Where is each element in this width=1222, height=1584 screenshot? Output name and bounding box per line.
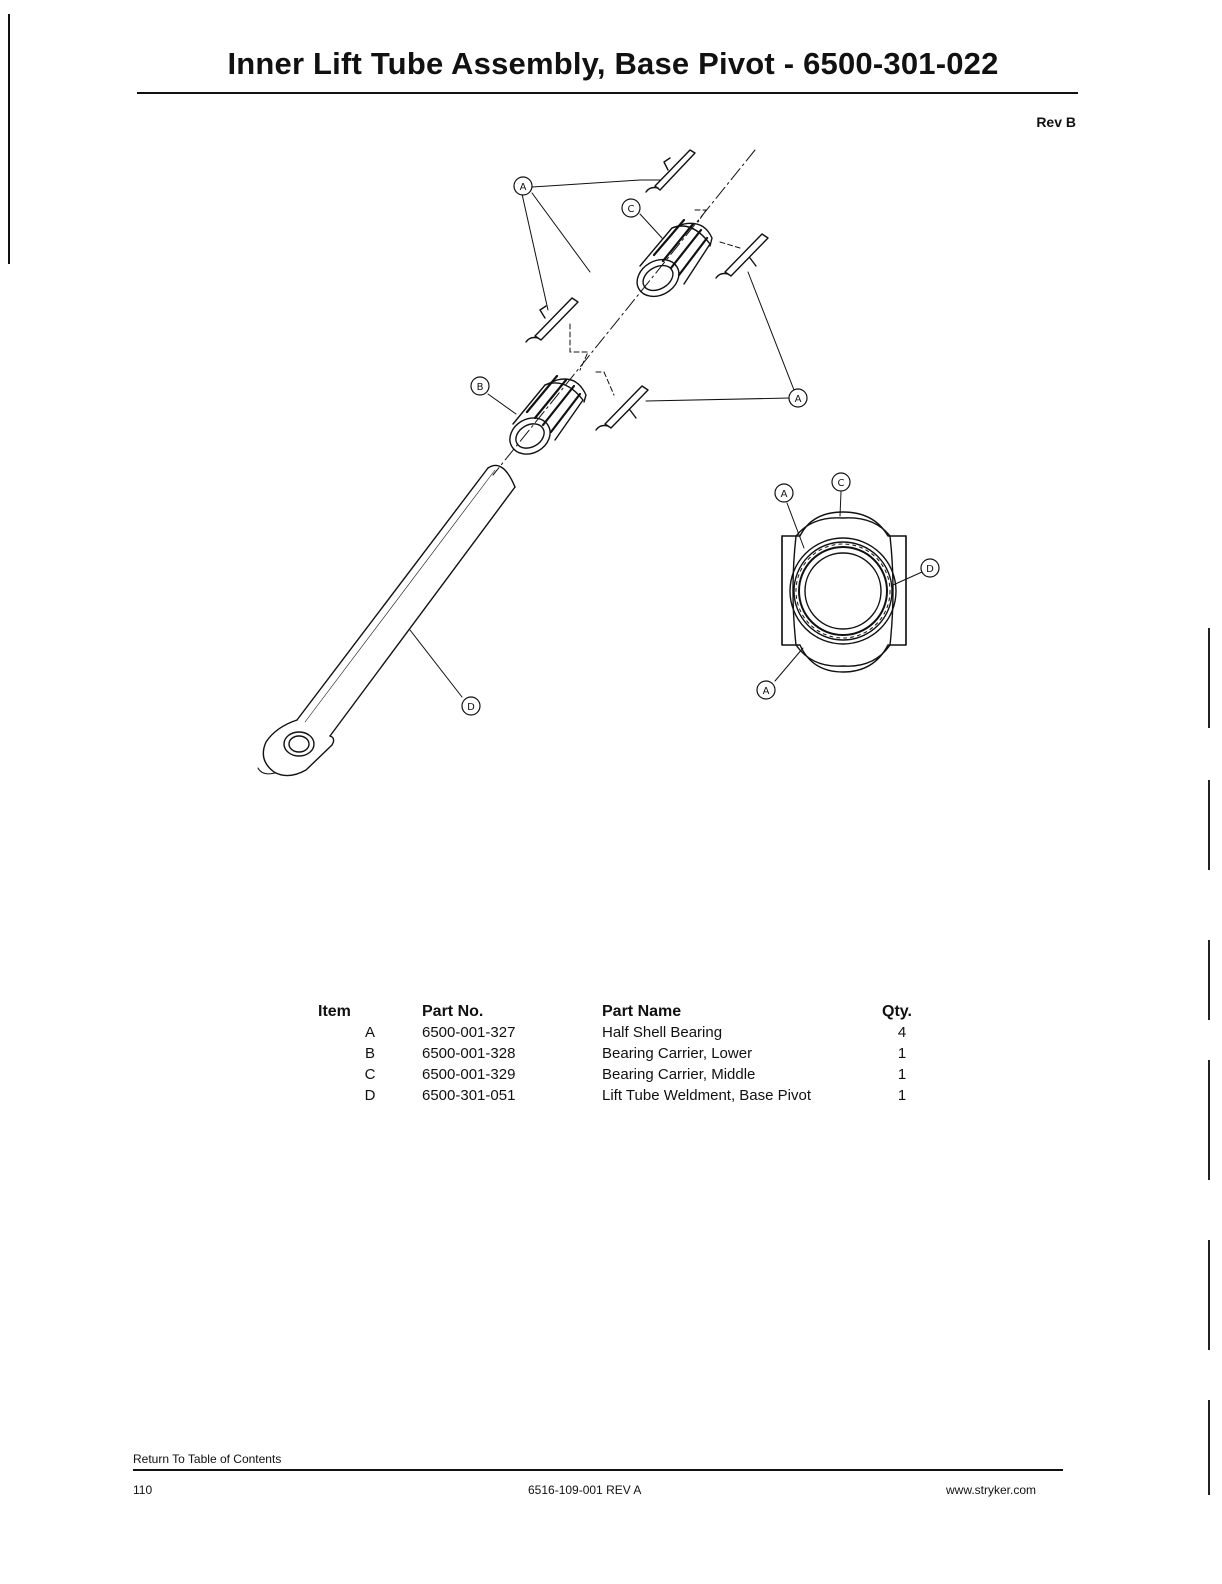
callout-letter: C (837, 478, 845, 489)
callout-letter: A (780, 489, 788, 500)
footer-rule (133, 1469, 1063, 1471)
page-number: 110 (133, 1483, 153, 1497)
callout-letter: D (467, 702, 475, 713)
callout-letter: B (476, 382, 484, 393)
cell-item: C (364, 1066, 376, 1083)
callout-letter: A (794, 394, 802, 405)
callout-letter: A (762, 686, 770, 697)
half-shell-bearing (646, 150, 695, 192)
lower-bearing-carrier (503, 376, 586, 461)
cell-part-name: Half Shell Bearing (602, 1024, 723, 1041)
table-row (318, 1085, 922, 1106)
callout-letter: A (519, 182, 527, 193)
callout-letter: C (627, 204, 635, 215)
column-header-part-no: Part No. (422, 1003, 484, 1020)
callout-letter: D (926, 564, 934, 575)
cell-part-no: 6500-001-328 (422, 1045, 516, 1062)
leader-lines-detail (775, 492, 922, 681)
return-to-toc-link[interactable]: Return To Table of Contents (133, 1452, 282, 1466)
cell-part-name: Bearing Carrier, Lower (602, 1045, 753, 1062)
cell-item: B (364, 1045, 375, 1062)
half-shell-bearing (716, 234, 768, 278)
cell-qty: 1 (897, 1045, 907, 1062)
page-title: Inner Lift Tube Assembly, Base Pivot - 6500-301-022 (227, 46, 999, 81)
cell-item: A (364, 1024, 375, 1041)
cell-part-name: Bearing Carrier, Middle (602, 1066, 756, 1083)
middle-bearing-carrier (630, 220, 712, 304)
column-header-qty: Qty. (882, 1003, 912, 1020)
table-row (318, 1043, 922, 1064)
center-axis-line (493, 150, 755, 475)
revision-label: Rev B (1036, 114, 1076, 130)
website-url: www.stryker.com (946, 1483, 1037, 1497)
table-row (318, 1064, 922, 1085)
cell-qty: 4 (897, 1024, 907, 1041)
cell-part-no: 6500-001-329 (422, 1066, 516, 1083)
parts-table (318, 1001, 922, 1106)
cell-part-no: 6500-301-051 (422, 1087, 516, 1104)
cell-item: D (364, 1087, 376, 1104)
half-shell-bearing (596, 386, 648, 430)
column-header-item: Item (318, 1003, 351, 1020)
cell-qty: 1 (897, 1087, 907, 1104)
leader-lines (410, 180, 794, 697)
cell-qty: 1 (897, 1066, 907, 1083)
cell-part-name: Lift Tube Weldment, Base Pivot (602, 1087, 811, 1104)
document-number: 6516-109-001 REV A (528, 1483, 642, 1497)
cell-part-no: 6500-001-327 (422, 1024, 516, 1041)
lift-tube-weldment (258, 465, 515, 775)
table-row (318, 1022, 922, 1043)
column-header-part-name: Part Name (602, 1003, 682, 1020)
parts-table-header (318, 1001, 922, 1022)
end-view-detail (782, 512, 906, 672)
